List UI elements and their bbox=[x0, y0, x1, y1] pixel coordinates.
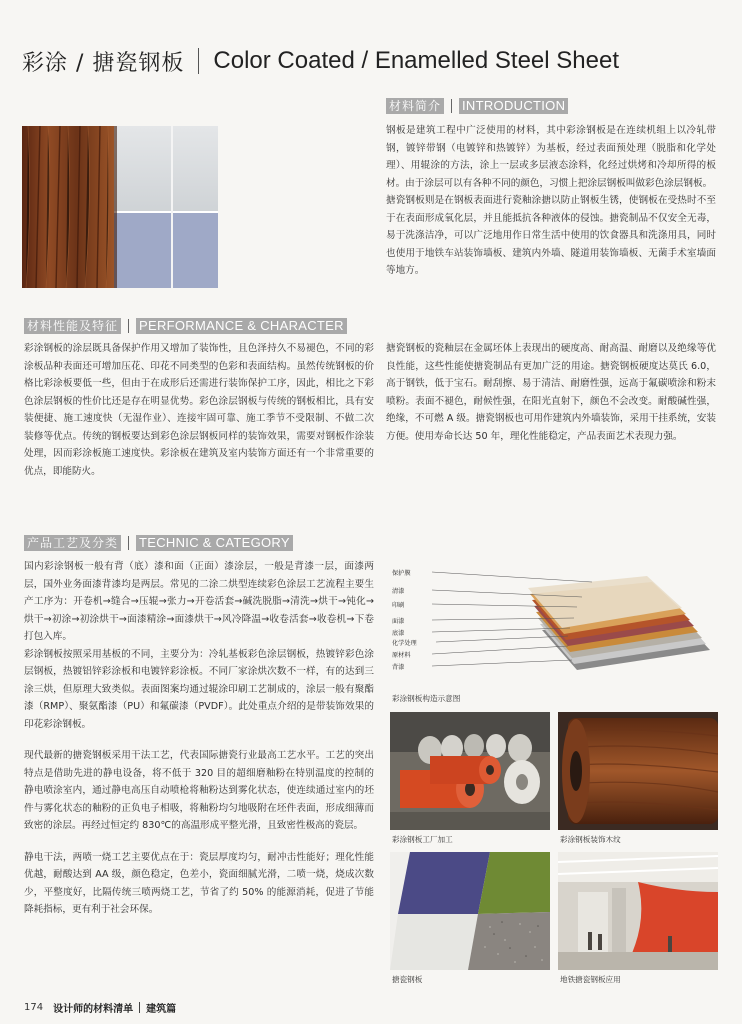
enamel-panels-photo bbox=[390, 852, 550, 970]
enamel-panels-graphic bbox=[390, 852, 550, 970]
chapter-name: 建筑篇 bbox=[146, 1004, 177, 1015]
technic-heading-en: TECHNIC & CATEGORY bbox=[136, 535, 293, 551]
intro-paragraph-1: 钢板是建筑工程中广泛使用的材料，其中彩涂钢板是在连续机组上以冷轧带钢，镀锌带钢（电镀锌和热镀锌）为基板，经过表面预处理（脱脂和化学处理）、用辊涂的方法，涂上一层或多层液态涂料，化经过烘烤和冷却所得的板材。由于涂层可以有各种不同的颜色，习惯上把涂层钢板叫做彩色涂层钢板。 bbox=[386, 125, 716, 189]
page-number: 174 bbox=[24, 1002, 44, 1013]
intro-section-heading bbox=[386, 97, 568, 114]
enamel-photo-caption: 搪瓷钢板 bbox=[392, 975, 423, 984]
intro-body bbox=[386, 122, 716, 280]
intro-paragraph-2: 搪瓷钢板则是在钢板表面进行瓷釉涂搪以防止钢板生锈，使钢板在受热时不至于在表面形成氧化层，并且能抵抗各种液体的侵蚀。搪瓷制品不仅安全无毒，易于洗涤洁净，可以广泛地用作日常生活中使用的饮食器具和洗涤用具，同时也使用于地铁车站装饰墙板、建筑内外墙、隧道用装饰墙板、无菌手术室墙面等地方。 bbox=[386, 195, 716, 276]
factory-coils-graphic bbox=[390, 712, 550, 830]
layer-label: 底漆 bbox=[392, 630, 405, 637]
technic-paragraph-3: 现代最新的搪瓷钢板采用干法工艺，代表国际搪瓷行业最高工艺水平。工艺的突出特点是借助先进的静电设备，将不低于 320 目的超细磨釉粉在特别温度的控制的静电喷涂室内，通过静电高压自动喷枪将釉粉达到雾化状态，使连续通过室内的坯件与雾化状态的釉粉的正负电子相吸，将釉粉均匀地吸附在坯件表面，形成细薄而致密的涂层。再经过恒定约 830℃的高温形成平整光滑，且致密性极高的瓷层。 bbox=[24, 750, 374, 831]
performance-body-right bbox=[386, 340, 716, 445]
layer-label: 原材料 bbox=[392, 652, 411, 659]
layer-label: 印刷 bbox=[392, 602, 405, 609]
intro-heading-cn: 材料简介 bbox=[386, 98, 444, 114]
hero-panel-image bbox=[22, 126, 218, 288]
layer-label: 面漆 bbox=[392, 618, 405, 625]
layer-structure-diagram bbox=[392, 562, 722, 690]
technic-heading-cn: 产品工艺及分类 bbox=[24, 535, 121, 551]
footer-divider bbox=[139, 1002, 140, 1013]
woodgrain-coil-graphic bbox=[558, 712, 718, 830]
diagram-caption: 彩涂钢板构造示意图 bbox=[392, 694, 461, 703]
performance-heading-en: PERFORMANCE & CHARACTER bbox=[136, 318, 347, 334]
performance-body-left bbox=[24, 340, 374, 480]
factory-photo-caption: 彩涂钢板工厂加工 bbox=[392, 835, 453, 844]
layer-label: 保护膜 bbox=[392, 570, 411, 577]
metro-station-photo bbox=[558, 852, 718, 970]
page-title bbox=[22, 44, 662, 78]
woodgrain-photo bbox=[558, 712, 718, 830]
technic-paragraph-2: 彩涂钢板按照采用基板的不同，主要分为：冷轧基板彩色涂层钢板，热镀锌彩色涂层钢板，热镀铝锌彩涂板和电镀锌彩涂板。不同厂家涂烘次数不一样，有的达到三涂三烘，但原理大致类似。表面图案均通过辊涂印刷工艺制成的，涂层一般有聚酯漆（RMP）、聚氨酯漆（PU）和氟碳漆（PVDF）。此处重点介绍的是带装饰效果的印花彩涂钢板。 bbox=[24, 648, 374, 730]
factory-photo bbox=[390, 712, 550, 830]
heading-divider bbox=[451, 99, 452, 113]
performance-section-heading bbox=[24, 317, 347, 334]
book-title: 设计师的材料清单 bbox=[53, 1004, 134, 1015]
heading-divider bbox=[128, 319, 129, 333]
layer-stack-graphic bbox=[392, 562, 722, 690]
woodgrain-photo-caption: 彩涂钢板装饰木纹 bbox=[560, 835, 621, 844]
page-title-cn: 彩涂 / 搪瓷钢板 bbox=[22, 50, 185, 76]
layer-label: 清漆 bbox=[392, 588, 405, 595]
metro-photo-caption: 地铁搪瓷钢板应用 bbox=[560, 975, 621, 984]
page-footer bbox=[24, 1000, 176, 1015]
technic-paragraph-4: 静电干法，两喷一烧工艺主要优点在于：瓷层厚度均匀，耐冲击性能好；理化性能优越，耐酸达到 AA 级，颜色稳定，色差小，瓷面细腻光滑，二喷一烧，烧成次数少，平整度好，比隔传统三喷两烧工艺，节省了约 50% 的能源消耗，促进了节能降耗指标，更有利于社会环保。 bbox=[24, 851, 374, 915]
performance-paragraph-right: 搪瓷钢板的瓷釉层在金属坯体上表现出的硬度高、耐高温、耐磨以及绝缘等优良性能，这些性能使搪瓷制品有更加广泛的用途。搪瓷钢板硬度达莫氏 6.0，高于钢铁，低于宝石。耐刮擦、易于清洁、耐磨性强，远高于氟碳喷涂和粉末喷粉。表面不褪色，耐候性强，在阳光直射下，颜色不会改变。耐酸碱性强，绝缘，不可燃 A 级。搪瓷钢板也可用作建筑内外墙装饰，采用干挂系统，安装方便。使用寿命长达 50 年，理化性能稳定，产品表面艺术表现力强。 bbox=[386, 343, 716, 442]
technic-section-heading bbox=[24, 534, 293, 551]
performance-heading-cn: 材料性能及特征 bbox=[24, 318, 121, 334]
heading-divider bbox=[128, 536, 129, 550]
technic-body bbox=[24, 558, 374, 919]
layer-label: 背漆 bbox=[392, 664, 405, 671]
page-title-en: Color Coated / Enamelled Steel Sheet bbox=[213, 47, 619, 74]
metro-station-graphic bbox=[558, 852, 718, 970]
intro-heading-en: INTRODUCTION bbox=[459, 98, 568, 114]
hero-panel-graphic bbox=[22, 126, 218, 288]
layer-label: 化学处理 bbox=[392, 640, 417, 647]
technic-paragraph-1: 国内彩涂钢板一般有背（底）漆和面（正面）漆涂层，一般是背漆一层，面漆两层，国外业务面漆背漆均是两层。常见的二涂二烘型连续彩色涂层工艺流程主要生产工序为：开卷机→缝合→压辊→张力→开卷活套→碱洗脱脂→清洗→烘干→钝化→烘干→初涂→初涂烘干→面漆精涂→面漆烘干→风冷降温→收卷活套→收卷机→下卷打包入库。 bbox=[24, 561, 374, 642]
performance-paragraph-left: 彩涂钢板的涂层既具备保护作用又增加了装饰性，且色泽持久不易褪色，不同的彩涂板品种表面还可增加压花、印花不同类型的色彩和表面结构。虽然传统钢板的价格比彩涂板要低一些，但由于在成形后还需进行装饰保护工序，因此，相比之下彩色涂层钢板的性价比还是存在明显优势。彩色涂层钢板与传统的钢板相比，具有安装便捷、施工速度快（无湿作业）、连接牢固可靠、施工季节不受限制、不做二次装修等优点。传统的钢板要达到彩色涂层钢板同样的装饰效果，需要对钢板作涂装处理，因而彩涂板施工速度快。彩涂板在建筑及室内装饰方面还有一个非常重要的优点，即能防火。 bbox=[24, 343, 374, 477]
title-divider bbox=[198, 48, 199, 74]
